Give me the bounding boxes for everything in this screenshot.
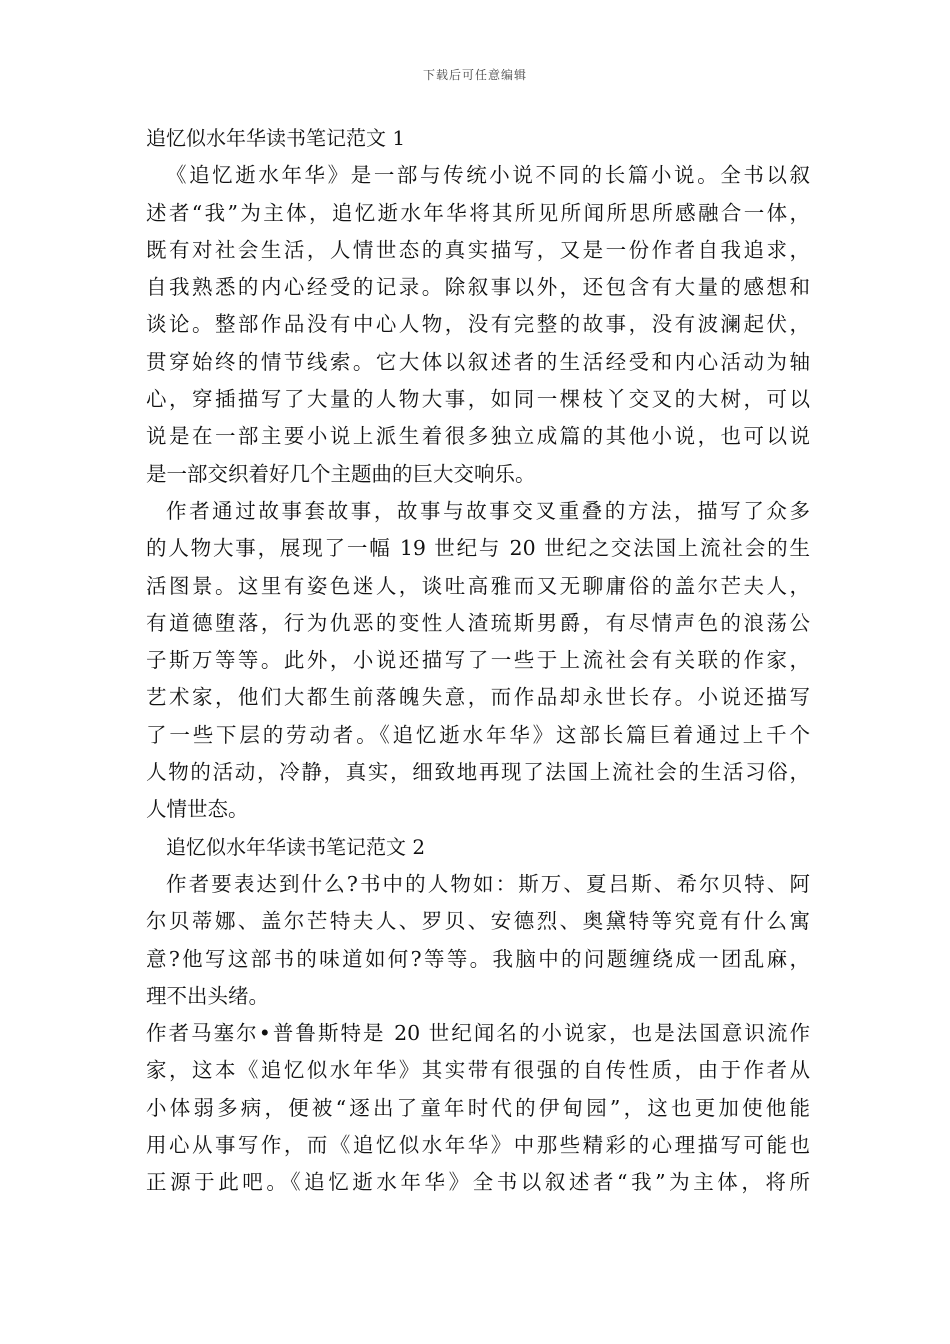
text-line: 有道德堕落，行为仇恶的变性人渣琉斯男爵，有尽情声色的浪荡公 — [146, 610, 810, 635]
text-line: 用心从事写作，而《追忆似水年华》中那些精彩的心理描写可能也 — [146, 1133, 810, 1158]
text-line: 意?他写这部书的味道如何?等等。我脑中的问题缠绕成一团乱麻， — [146, 946, 810, 971]
text-line: 是一部交织着好几个主题曲的巨大交响乐。 — [146, 461, 536, 486]
page-header: 下载后可任意编辑 — [422, 68, 527, 82]
section-title: 追忆似水年华读书笔记范文 2 — [166, 834, 426, 859]
text-line: 小体弱多病，便被“逐出了童年时代的伊甸园”，这也更加使他能 — [146, 1095, 810, 1120]
section-title: 追忆似水年华读书笔记范文 1 — [146, 126, 406, 150]
text-line: 既有对社会生活，人情世态的真实描写，又是一份作者自我追求， — [146, 237, 810, 262]
text-line: 作者马塞尔•普鲁斯特是 20 世纪闻名的小说家，也是法国意识流作 — [146, 1021, 810, 1046]
text-line: 理不出头绪。 — [146, 983, 269, 1008]
text-line: 作者通过故事套故事，故事与故事交叉重叠的方法，描写了众多 — [166, 498, 810, 523]
text-line: 自我熟悉的内心经受的记录。除叙事以外，还包含有大量的感想和 — [146, 275, 810, 300]
text-line: 家，这本《追忆似水年华》其实带有很强的自传性质，由于作者从 — [146, 1058, 810, 1083]
text-line: 谈论。整部作品没有中心人物，没有完整的故事，没有波澜起伏， — [146, 312, 810, 337]
text-line: 子斯万等等。此外，小说还描写了一些于上流社会有关联的作家， — [146, 648, 810, 673]
text-line: 心，穿插描写了大量的人物大事，如同一棵枝丫交叉的大树，可以 — [146, 387, 810, 412]
text-line: 正源于此吧。《追忆逝水年华》全书以叙述者“我”为主体，将所 — [146, 1170, 810, 1195]
text-line: 尔贝蒂娜、盖尔芒特夫人、罗贝、安德烈、奥黛特等究竟有什么寓 — [146, 909, 810, 934]
text-line: 艺术家，他们大都生前落魄失意，而作品却永世长存。小说还描写 — [146, 685, 810, 710]
document-body — [146, 120, 810, 1202]
text-line: 人情世态。 — [146, 797, 249, 822]
text-line: 《追忆逝水年华》是一部与传统小说不同的长篇小说。全书以叙 — [166, 163, 810, 188]
text-line: 的人物大事，展现了一幅 19 世纪与 20 世纪之交法国上流社会的生 — [146, 536, 810, 561]
text-line: 述者“我”为主体，追忆逝水年华将其所见所闻所思所感融合一体， — [146, 200, 810, 225]
text-line: 说是在一部主要小说上派生着很多独立成篇的其他小说，也可以说 — [146, 424, 810, 449]
text-line: 作者要表达到什么?书中的人物如：斯万、夏吕斯、希尔贝特、阿 — [166, 871, 810, 896]
text-line: 了一些下层的劳动者。《追忆逝水年华》这部长篇巨着通过上千个 — [146, 722, 810, 747]
text-line: 贯穿始终的情节线索。它大体以叙述者的生活经受和内心活动为轴 — [146, 349, 810, 374]
text-line: 活图景。这里有姿色迷人，谈吐高雅而又无聊庸俗的盖尔芒夫人， — [146, 573, 810, 598]
text-line: 人物的活动，冷静，真实，细致地再现了法国上流社会的生活习俗， — [146, 760, 810, 785]
